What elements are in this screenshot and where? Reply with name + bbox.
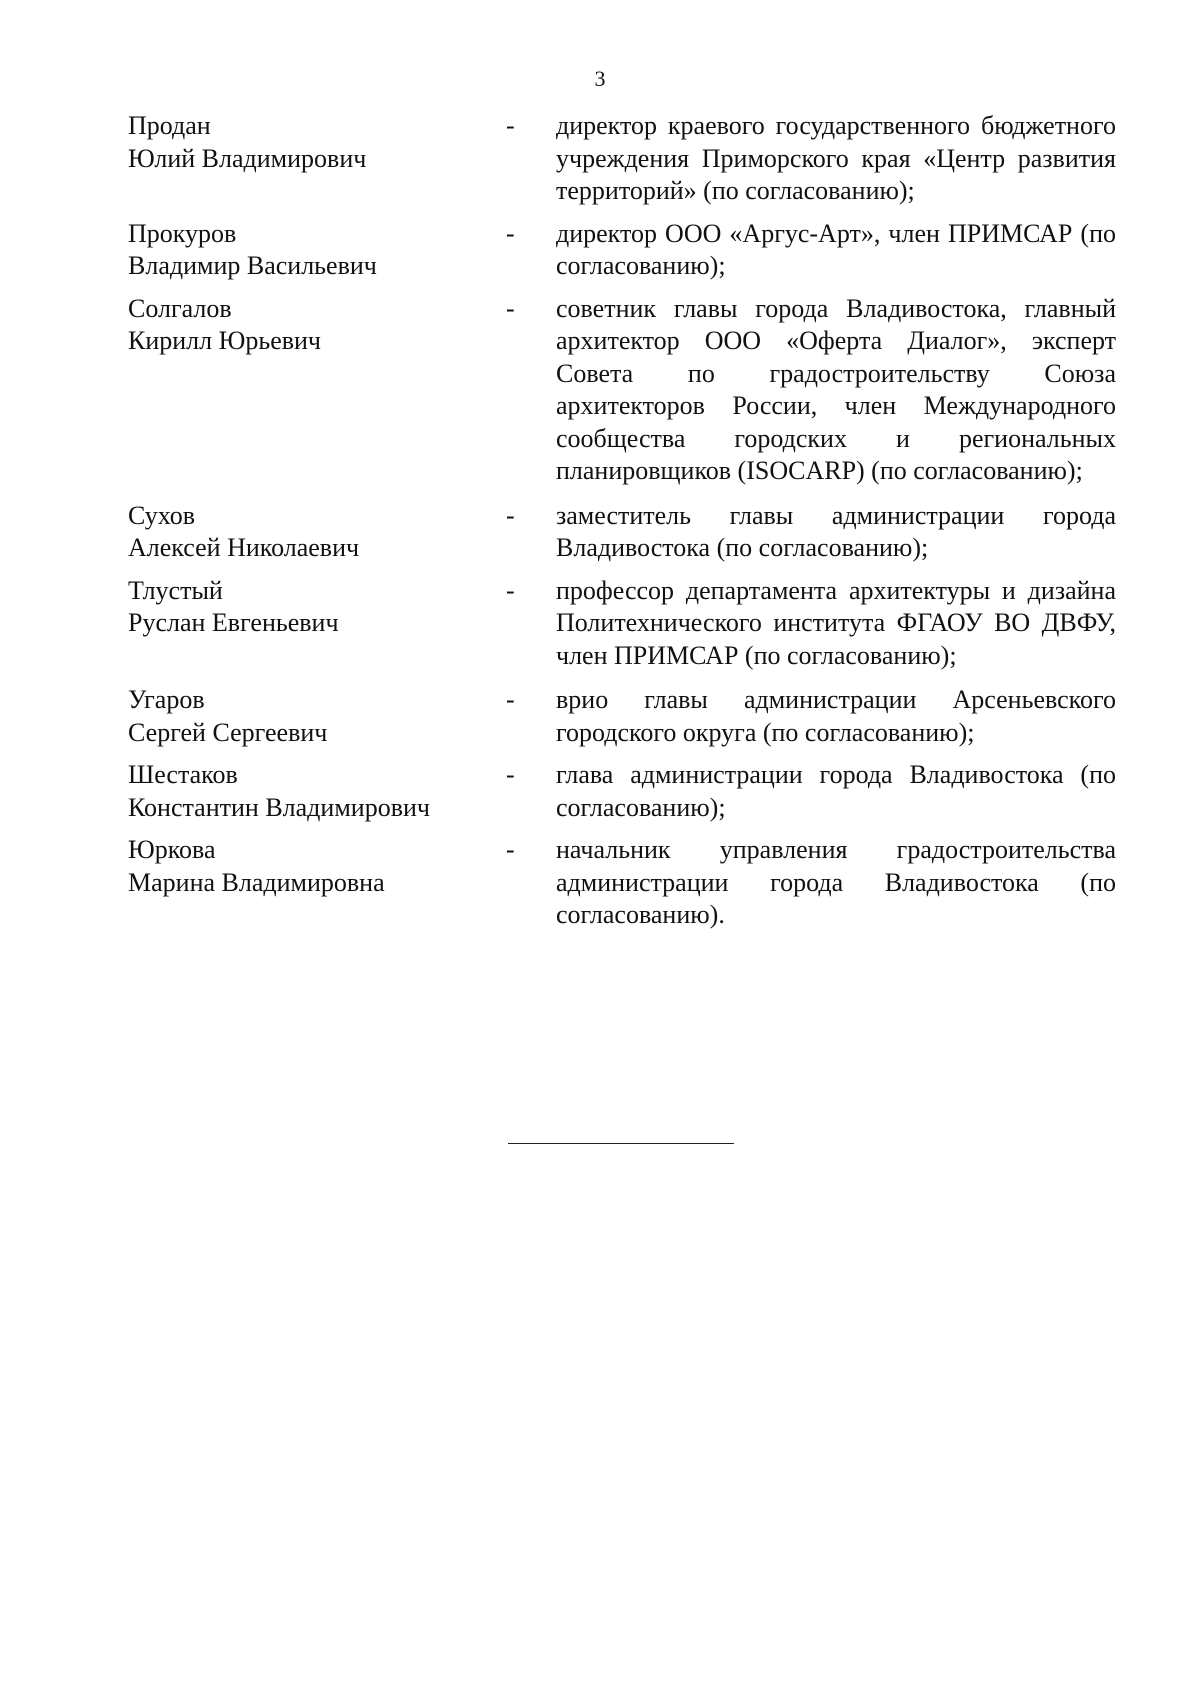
separator-dash: - <box>506 835 515 864</box>
member-surname: Продан <box>128 111 211 140</box>
member-surname: Угаров <box>128 685 205 714</box>
members-list <box>128 110 1118 932</box>
member-role: заместитель главы администрации города Владивостока (по согласованию); <box>556 500 1116 562</box>
member-name <box>128 293 498 358</box>
member-name <box>128 834 498 899</box>
separator-dash: - <box>506 111 515 140</box>
member-surname: Юркова <box>128 835 216 864</box>
member-entry <box>128 110 1118 208</box>
member-surname: Солгалов <box>128 293 232 323</box>
separator-dash: - <box>506 760 515 789</box>
member-given-names: Марина Владимировна <box>128 867 385 897</box>
member-entry <box>128 759 1118 824</box>
member-role: директор краевого государственного бюджетного учреждения Приморского края «Центр развития территорий» (по согласованию); <box>556 111 1116 205</box>
member-name <box>128 575 498 640</box>
member-entry <box>128 218 1118 283</box>
separator-dash: - <box>506 685 515 714</box>
page-number: 3 <box>594 66 606 91</box>
member-entry <box>128 575 1118 673</box>
member-given-names: Константин Владимирович <box>128 792 430 822</box>
separator-dash: - <box>506 218 515 248</box>
member-entry <box>128 684 1118 749</box>
separator-dash: - <box>506 293 515 323</box>
member-given-names: Сергей Сергеевич <box>128 717 328 747</box>
member-surname: Прокуров <box>128 218 237 248</box>
member-name <box>128 759 498 824</box>
member-given-names: Руслан Евгеньевич <box>128 608 339 637</box>
member-given-names: Владимир Васильевич <box>128 251 377 280</box>
separator-dash: - <box>506 500 515 530</box>
member-role: профессор департамента архитектуры и дизайна Политехнического института ФГАОУ ВО ДВФУ, член ПРИМСАР (по согласованию); <box>556 575 1116 670</box>
member-role: директор ООО «Аргус-Арт», член ПРИМСАР (по согласованию); <box>556 218 1116 280</box>
separator-dash: - <box>506 575 515 605</box>
member-surname: Шестаков <box>128 760 238 789</box>
member-entry <box>128 500 1118 565</box>
member-surname: Сухов <box>128 500 195 530</box>
member-role: врио главы администрации Арсеньевского городского округа (по согласованию); <box>556 685 1116 747</box>
member-name <box>128 684 498 749</box>
member-given-names: Алексей Николаевич <box>128 533 360 562</box>
member-role: начальник управления градостроительства администрации города Владивостока (по согласованию). <box>556 835 1116 929</box>
closing-rule <box>508 1143 734 1144</box>
member-name <box>128 218 498 283</box>
member-role: глава администрации города Владивостока (по согласованию); <box>556 760 1116 822</box>
member-name <box>128 110 498 175</box>
member-given-names: Юлий Владимирович <box>128 143 367 173</box>
member-given-names: Кирилл Юрьевич <box>128 326 322 355</box>
member-entry <box>128 834 1118 932</box>
member-name <box>128 500 498 565</box>
member-surname: Тлустый <box>128 575 223 605</box>
member-entry <box>128 293 1118 488</box>
member-role: советник главы города Владивостока, главный архитектор ООО «Оферта Диалог», эксперт Совета по градостроительству Союза архитекторов России, член Международного сообщества городских и региональных планировщиков (ISOCARP) (по согласованию); <box>556 293 1116 485</box>
